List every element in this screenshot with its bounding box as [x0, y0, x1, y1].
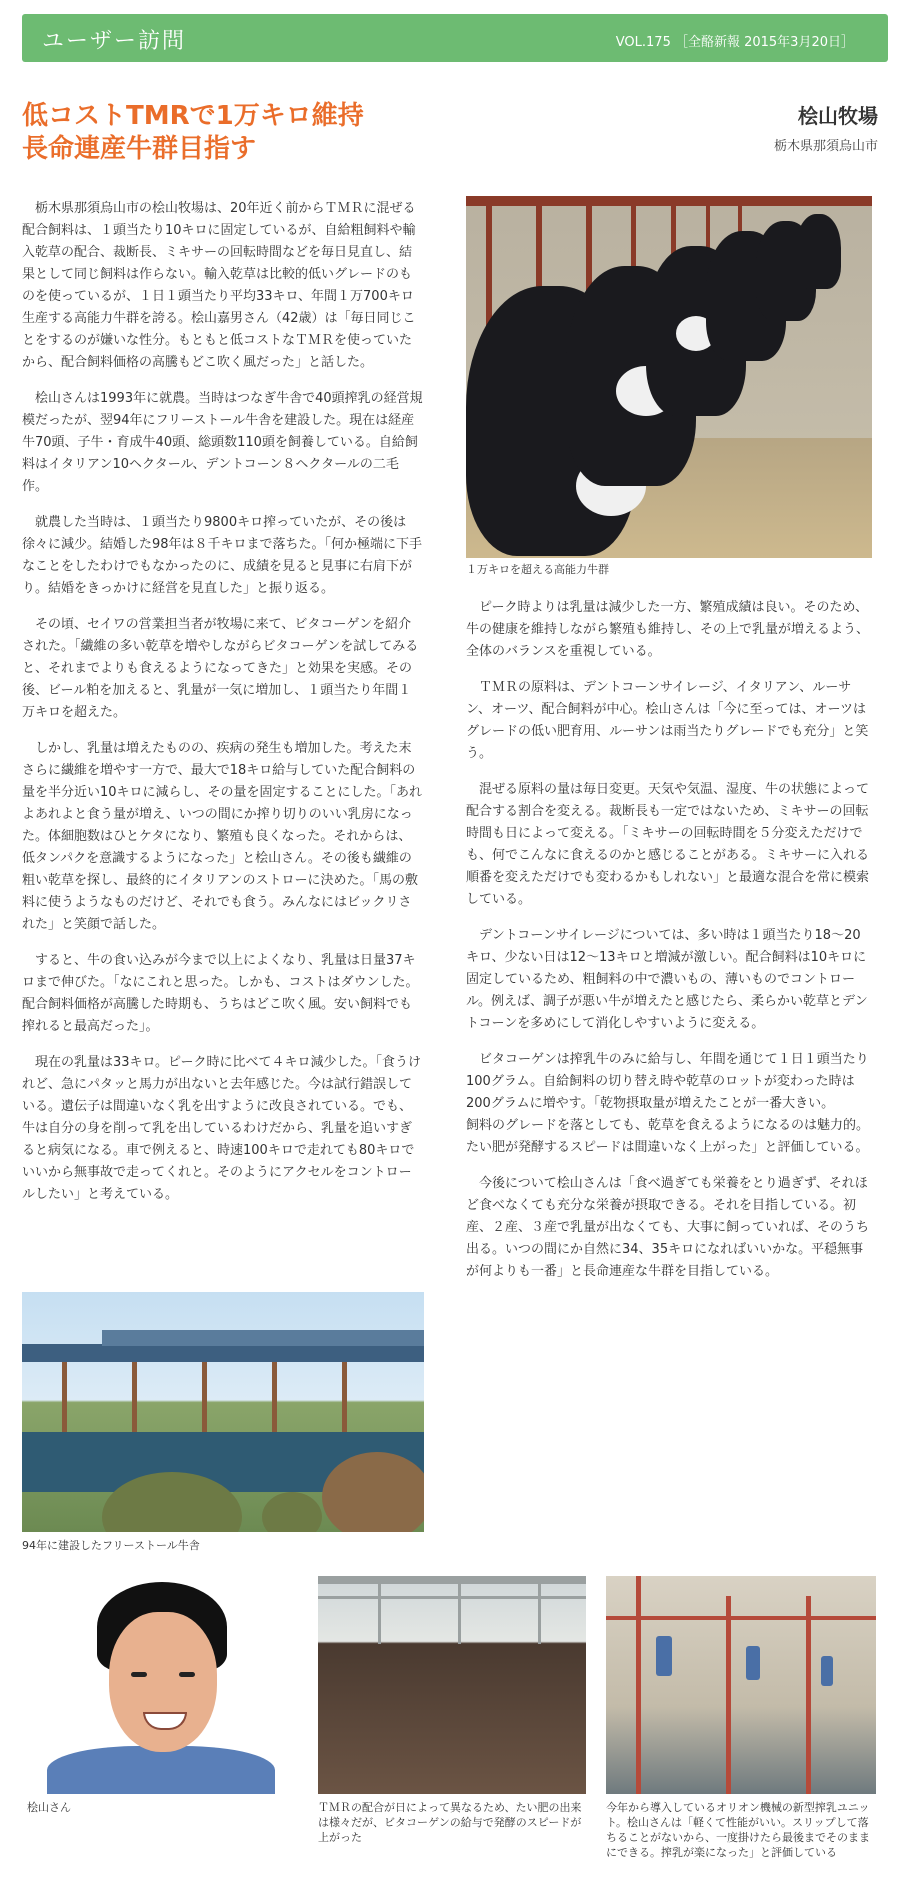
cows-caption: １万キロを超える高能力牛群: [466, 563, 609, 576]
headline-line-1: 低コストTMRで1万キロ維持: [22, 101, 364, 131]
paragraph: ビタコーゲンは搾乳牛のみに給与し、年間を通じて１日１頭当たり100グラム。自給飼料の切り替え時や乾草のロットが変わった時は200グラムに増やす。「乾物摂取量が増えたことが一番大きい。 飼料のグレードを落としても、乾草を食えるようになるのは魅力的。たい肥が発酵するスピードは間違いなく上がった」と評価している。: [466, 1052, 870, 1155]
barn-caption: 94年に建設したフリーストール牛舎: [22, 1539, 200, 1552]
article-headline: [22, 100, 364, 166]
milking-unit-photo: [606, 1576, 876, 1794]
portrait-caption: 桧山さん: [27, 1801, 71, 1814]
section-header: [22, 14, 888, 62]
bedding-caption: ＴＭＲの配合が日によって異なるため、たい肥の出来は様々だが、ビタコーゲンの給与で発酵のスピードが上がった: [318, 1801, 582, 1844]
paragraph: 栃木県那須烏山市の桧山牧場は、20年近く前からＴＭＲに混ぜる配合飼料は、１頭当たり10キロに固定しているが、自給粗飼料や輸入乾草の配合、裁断長、ミキサーの回転時間などを毎日見直し、結果として同じ飼料は作らない。輸入乾草は比較的低いグレードのものを使っているが、１日１頭当たり平均33キロ、年間１万700キロ生産する高能力牛群を誇る。桧山嘉男さん（42歳）は「毎日同じことをするのが嫌いな性分。もともと低コストなＴＭＲを使っていたから、配合飼料価格の高騰もどこ吹く風だった」と話した。: [22, 201, 416, 370]
paragraph: 桧山さんは1993年に就農。当時はつなぎ牛舎で40頭搾乳の経営規模だったが、翌94年にフリーストール牛舎を建設した。現在は経産牛70頭、子牛・育成牛40頭、総頭数110頭を飼養している。自給飼料はイタリアン10ヘクタール、デントコーン８ヘクタールの二毛作。: [22, 391, 423, 494]
paragraph: 今後について桧山さんは「食べ過ぎても栄養をとり過ぎず、それほど食べなくても充分な栄養が摂取できる。それを目指している。初産、２産、３産で乳量が出なくても、大事に飼っていれば、そのうち出る。いつの間にか自然に34、35キロになればいいかな。平穏無事が何よりも一番」と長命連産な牛群を目指している。: [466, 1176, 870, 1279]
farm-location: 栃木県那須烏山市: [773, 139, 878, 154]
farmer-portrait: [27, 1576, 295, 1794]
paragraph: 就農した当時は、１頭当たり9800キロ搾っていたが、その後は徐々に減少。結婚した98年は８千キロまで落ちた。「何か極端に下手なことをしたわけでもなかったのに、成績を見ると見事に右肩下がり。結婚をきっかけに経営を見直した」と振り返る。: [22, 515, 423, 596]
paragraph: しかし、乳量は増えたものの、疾病の発生も増加した。考えた末さらに繊維を増やす一方で、最大で18キロ給与していた配合飼料の量を半分近い10キロに減らし、その量を固定することにした。「あれよあれよと食う量が増え、いつの間にか搾り切りのいい乳房になった。体細胞数はひとケタになり、繁殖も良くなった。それからは、低タンパクを意識するようになった」と桧山さん。その後も繊維の粗い乾草を探し、最終的にイタリアンのストローに決めた。「馬の敷料に使うようなものだけど、それでも食う。みんなにはビックリされた」と笑顔で話した。: [22, 741, 423, 932]
farm-info: [774, 100, 878, 154]
section-title: ユーザー訪問: [42, 29, 187, 54]
paragraph: その頃、セイワの営業担当者が牧場に来て、ビタコーゲンを紹介された。「繊維の多い乾草を増やしながらビタコーゲンを試してみると、それまでよりも食えるようになってきた」と効果を実感。その後、ビール粕を加えると、乳量が一気に増加し、１頭当たり年間１万キロを超えた。: [22, 617, 419, 720]
milking-caption: 今年から導入しているオリオン機械の新型搾乳ユニット。桧山さんは「軽くて性能がいい。スリップして落ちることがないから、一度掛けたら最後までそのままにできる。搾乳が楽になった」と評価している: [606, 1801, 870, 1859]
paragraph: 現在の乳量は33キロ。ピーク時に比べて４キロ減少した。「食うけれど、急にパタッと馬力が出ないと去年感じた。今は試行錯誤している。遺伝子は間違いなく乳を出すように改良されている。でも、牛は自分の身を削って乳を出しているわけだから、乳量を追いすぎると病気になる。車で例えると、時速100キロで走れても80キロでいいから無事故で走ってくれと。そのようにアクセルをコントロールしたい」と考えている。: [22, 1055, 422, 1202]
farm-name: 桧山牧場: [798, 104, 878, 128]
article-left-column: [22, 198, 424, 1220]
paragraph: ピーク時よりは乳量は減少した一方、繁殖成績は良い。そのため、牛の健康を維持しながら繁殖も維持し、その上で乳量が増えるよう、全体のバランスを重視している。: [466, 600, 870, 659]
issue-info: VOL.175 ［全酪新報 2015年3月20日］: [615, 35, 854, 50]
paragraph: 混ぜる原料の量は毎日変更。天気や気温、湿度、牛の状態によって配合する割合を変える。裁断長も一定ではないため、ミキサーの回転時間も日によって変える。「ミキサーの回転時間を５分変えただけでも、何でこんなに食えるのかと感じることがある。ミキサーに入れる順番を変えただけでも変わるかもしれない」と最適な混合を常に模索している。: [466, 782, 870, 907]
cow: [796, 214, 841, 289]
milking-unit: [746, 1646, 760, 1680]
compost-bedding-photo: [318, 1576, 586, 1794]
milking-unit: [821, 1656, 833, 1686]
article-right-column: [466, 597, 872, 1297]
paragraph: ＴＭＲの原料は、デントコーンサイレージ、イタリアン、ルーサン、オーツ、配合飼料が中心。桧山さんは「今に至っては、オーツはグレードの低い肥育用、ルーサンは雨当たりグレードでも充分」と笑う。: [466, 680, 869, 761]
paragraph: すると、牛の食い込みが今まで以上によくなり、乳量は日量37キロまで伸びた。「なにこれと思った。しかも、コストはダウンした。配合飼料価格が高騰した時期も、うちはどこ吹く風。安い飼料でも搾れると最高だった」。: [22, 953, 419, 1034]
cows-photo: [466, 196, 872, 558]
barn-photo: [22, 1292, 424, 1532]
paragraph: デントコーンサイレージについては、多い時は１頭当たり18〜20キロ、少ない日は12〜13キロと増減が激しい。配合飼料は10キロに固定しているため、粗飼料の中で濃いもの、薄いものでコントロール。例えば、調子が悪い牛が増えたと感じたら、柔らかい乾草とデントコーンを多めにして消化しやすいように変える。: [466, 928, 868, 1031]
headline-line-2: 長命連産牛群目指す: [22, 134, 257, 164]
milking-unit: [656, 1636, 672, 1676]
barn-roof: [22, 1344, 424, 1362]
